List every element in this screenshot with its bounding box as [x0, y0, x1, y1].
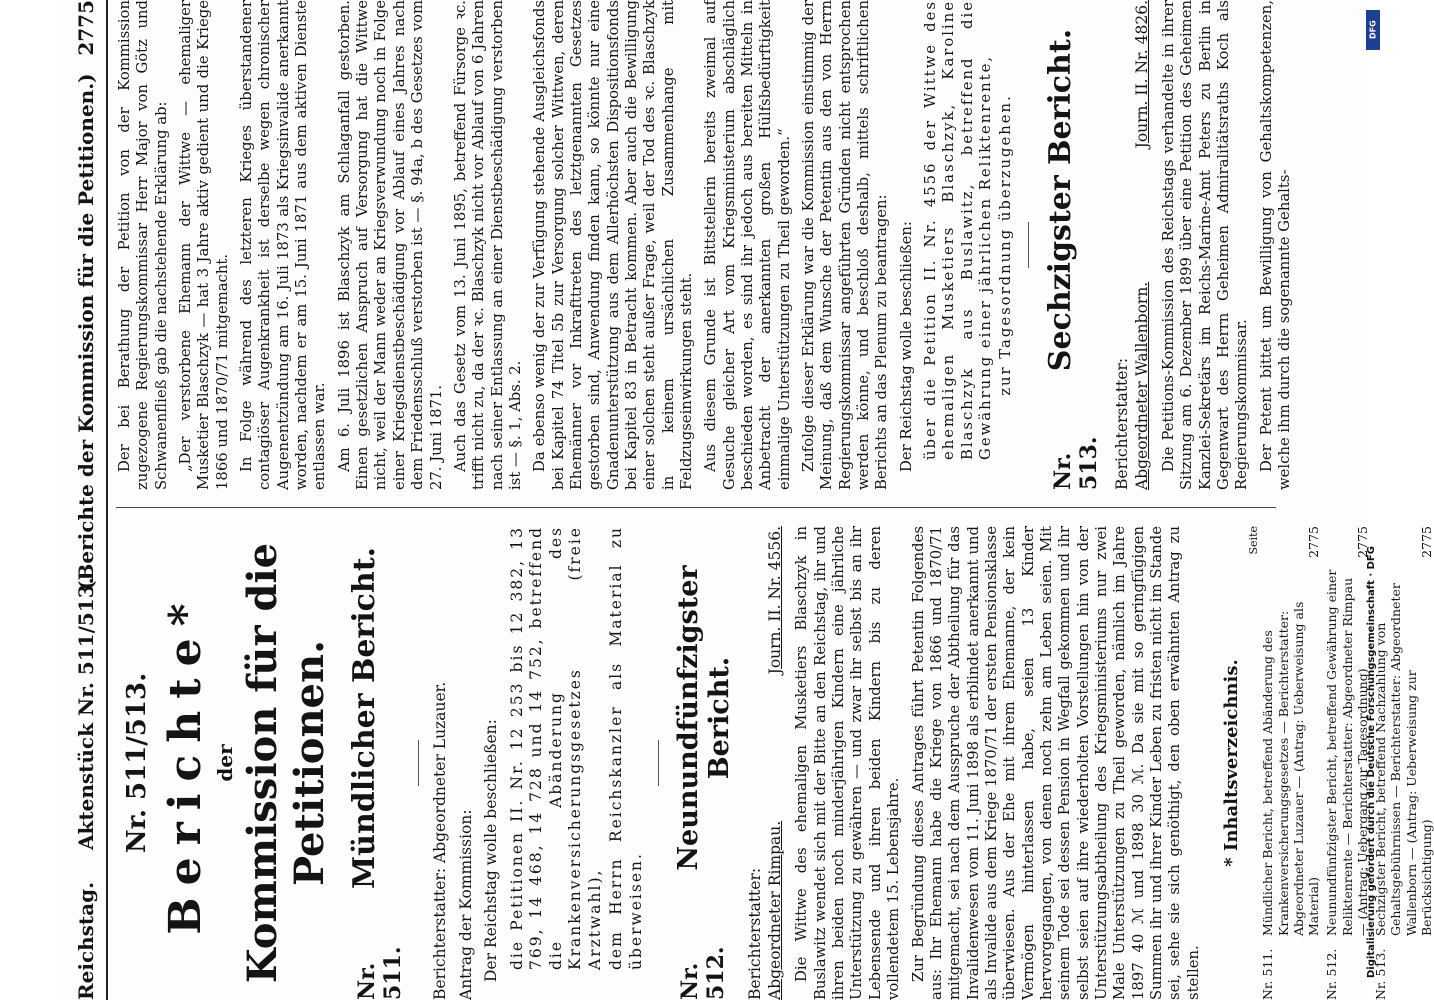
reporter-name-513: Abgeordneter Wallenborn.	[1132, 281, 1151, 490]
paragraph-512-1: Die Wittwe des ehemaligen Musketiers Blaschzyk in Buslawitz wendet sich mit der Bitte an den Reichstag, ihr und ihren beiden noch minderjährigen Kindern eine jährliche Unterstützung zu gewähren — und zwar ihr selbst bis an ihr Lebensende und ihren beiden Kindern bis zu deren vollendetem 15. Lebensjahre.	[793, 526, 903, 1000]
page-number: 2775	[74, 0, 98, 56]
toc-row	[1324, 526, 1370, 1000]
journal-513: Journ. II. Nr. 4826.	[1132, 0, 1151, 149]
body-511: die Petitionen II. Nr. 12 253 bis 12 382, 13 769, 14 468, 14 728 und 14 752, betreffend die Abänderung des Krankenversicherungsgesetzes (freie Arztwahl),	[507, 526, 604, 970]
tagesordnung: zur Tagesordnung überzugehen.	[997, 94, 1015, 396]
reporter-511: Berichterstatter: Abgeordneter Luzauer.	[431, 681, 449, 1000]
reporter-name-512: Abgeordneter Rimpau.	[766, 820, 785, 1000]
resolution-512: über die Petition II. Nr. 4556 der Wittwe des ehemaligen Musketiers Blaschzyk, Karoline Blaschzyk aus Buslawitz, betreffend die Gewährung einer jährlichen Reliktenrente,	[922, 0, 995, 460]
divider	[418, 740, 419, 786]
toc-heading: * Inhaltsverzeichnis.	[1221, 659, 1242, 867]
dfg-logo: DFG	[1366, 10, 1380, 50]
paragraph-r7: Aus diesem Grunde ist Bittstellerin bereits zweimal auf Gesuche gleicher Art vom Kriegsministerium abschläglich beschieden worden, es sind ihr jedoch aus bereiten Mitteln in Anbetracht der anerkannten großen Hülfsbedürftigkeit einmalige Unterstützungen zu Theil geworden.“	[702, 0, 793, 490]
toc-row	[1260, 526, 1321, 1000]
doc-title-der: der	[213, 744, 237, 782]
paragraph-512-2: Zur Begründung dieses Antrages führt Petentin Folgendes aus: Ihr Ehemann habe die Kriege von 1866 und 1870/71 mitgemacht, sei nach dem Ausspruche der Abtheilung für das Invalidenwesen vom 11. Juni 1898 als erblindet anerkannt und als Invalide aus dem Kriege 1870/71 der ersten Pensionsklasse überwiesen. Aus der Ehe mit ihrem Ehemanne, der kein Vermögen hinterlassen habe, seien 13 Kinder hervorgegangen, von denen noch zehn am Leben seien. Mit seinem Tode sei dessen Pension in Wegfall gekommen und ihr selbst seien auf ihre wiederholten Vorstellungen hin von der Unterstützungsabtheilung des Kriegsministeriums nur zwei Male Unterstützungen zu Theil geworden, nämlich im Jahre 1897 40 ℳ und 1898 30 ℳ. Da sie mit so geringfügigen Summen ihr und ihrer Kinder Leben zu fristen nicht im Stande sei, sehe sie sich genöthigt, den oben erwähnten Antrag zu stellen.	[909, 526, 1202, 1000]
doc-number: Nr. 511/513.	[122, 672, 152, 854]
paragraph-r1: Der bei Berathung der Petition von der Kommission zugezogene Regierungskommissar Herr Major von Götz und Schwanenfließ gab die nachstehende Erklärung ab:	[116, 0, 170, 490]
header-aktenstueck: Aktenstück Nr. 511/513.	[74, 577, 98, 850]
column-divider	[116, 507, 1276, 508]
header-berichte: (Berichte der Kommission für die Petitionen.)	[74, 73, 98, 590]
paragraph-r5: Auch das Gesetz vom 13. Juni 1895, betreffend Fürsorge ꝛc. trifft nicht zu, da der ꝛc. Blaschzyk nicht vor Ablauf von 6 Jahren nach seiner Entlassung an einer Dienstbeschädigung verstorben ist — §. 1, Abs. 2.	[451, 0, 524, 490]
right-column	[116, 0, 1344, 490]
reporter-label-512: Berichterstatter:	[746, 867, 765, 1000]
divider	[658, 740, 659, 786]
reporter-513	[1112, 0, 1152, 490]
doc-title-commission: Kommission für die Petitionen.	[239, 542, 333, 984]
section-511-title: Mündlicher Bericht.	[347, 546, 382, 890]
section-513-heading	[1043, 0, 1102, 490]
paragraph-r8: Zufolge dieser Erklärung war die Kommission einstimmig der Meinung, daß dem Wunsche der Petentin aus den von Herrn Regierungskommissar angeführten Gründen nicht entsprochen werden könne, und beschloß deshalb, mittels schriftlichen Berichts an das Plenum zu beantragen:	[800, 0, 891, 490]
toc-row-number: Nr. 512.	[1324, 948, 1340, 1000]
toc-row-page: 2775	[1306, 526, 1322, 558]
running-header	[62, 0, 108, 1000]
header-reichstag: Reichstag.	[74, 881, 98, 1000]
reporter-label-513: Berichterstatter:	[1112, 357, 1131, 490]
beschluss-511: Der Reichstag wolle beschließen:	[482, 719, 501, 982]
reporter-512	[745, 526, 785, 1000]
paragraph-r6: Da ebenso wenig der zur Verfügung stehende Ausgleichsfonds bei Kapitel 74 Titel 5b zur Versorgung solcher Wittwen, deren Ehemänner vor Inkrafttreten des letztgenannten Gesetzes gestorben sind, Anwendung finden kann, so könnte nur eine Gnadenunterstützung aus dem Allerhöchsten Dispositionsfonds bei Kapitel 83 in Betracht kommen. Aber auch die Bewilligung einer solchen steht außer Frage, weil der Tod des ꝛc. Blaschzyk in keinem ursächlichen Zusammenhange mit Feldzugseinwirkungen steht.	[531, 0, 695, 490]
body2-511: dem Herrn Reichskanzler als Material zu überweisen.	[607, 526, 645, 970]
section-512-number: Nr. 512.	[677, 946, 730, 1000]
paragraph-513-2: Der Petent bittet um Bewilligung von Gehaltskompetenzen, welche ihm durch die sogenannte Gehalts-	[1257, 0, 1294, 490]
journal-512: Journ. II. Nr. 4556.	[766, 526, 785, 675]
toc-row-page: 2775	[1418, 526, 1434, 558]
divider	[1028, 222, 1029, 268]
toc-row-text: Sechzigster Bericht, betreffend Nachzahlung von Gehaltsgebührnissen — Berichterstatter: Abgeordneter Wallenborn — (Antrag: Ueberweisung zur Berücksichtigung)	[1373, 583, 1434, 936]
paragraph-r4: Am 6. Juli 1896 ist Blaschzyk am Schlaganfall gestorben. Einen gesetzlichen Anspruch auf Versorgung hat die Wittwe nicht, weil der Mann weder an Kriegsverwundung noch in Folge einer Kriegsdienstbeschädigung vor Ablauf eines Jahres nach dem Friedensschluß verstorben ist — §. 94a, b des Gesetzes vom 27. Juni 1871.	[335, 0, 445, 490]
paragraph-r2: „Der verstorbene Ehemann der Wittwe — ehemaliger Musketier Blaschzyk — hat 3 Jahre aktiv gedient und die Kriege 1866 und 1870/71 mitgemacht.	[177, 0, 231, 490]
toc-row	[1373, 526, 1434, 1000]
section-513-number: Nr. 513.	[1049, 436, 1102, 490]
toc-seite: Seite	[1246, 526, 1260, 555]
toc-row-text: Neunundfünfzigster Bericht, betreffend Gewährung einer Reliktenrente — Berichterstatter: Abgeordneter Rimpau — (Antrag: Uebergang zur Tagesordnung)	[1324, 569, 1370, 936]
toc-row-number: Nr. 511.	[1260, 948, 1276, 1000]
paragraph-r3: In Folge während des letzteren Krieges überstandener contagiöser Augenkrankheit ist derselbe wegen chronischer Augenentzündung am 16. Juli 1873 als Kriegsinvalide anerkannt worden, nachdem er am 15. Juni 1871 aus dem aktiven Dienste entlassen war.	[238, 0, 329, 490]
beschluss-512: Der Reichstag wolle beschließen:	[897, 221, 915, 472]
section-512-title: Neunundfünfzigster Bericht.	[673, 565, 736, 871]
toc-row-page: 2775	[1354, 526, 1370, 558]
toc-row-text: Mündlicher Bericht, betreffend Abänderung des Krankenversicherungsgesetzes — Berichterstatter: Abgeordneter Luzauer — (Antrag: Ueberweisung als Material)	[1260, 601, 1322, 936]
section-513-title: Sechzigster Bericht.	[1042, 28, 1078, 372]
paragraph-513-1: Die Petitions-Kommission des Reichstags verhandelte in ihrer Sitzung am 6. Dezember 1899 über eine Petition des Geheimen Kanzlei-Sekretärs im Reichs-Marine-Amt Peters zu Berlin in Gegenwart des Herrn Geheimen Admiralitätsraths Koch als Regierungskommissar.	[1160, 0, 1251, 490]
antrag-511: Antrag der Kommission:	[456, 809, 475, 1000]
dfg-sidebar	[1366, 10, 1380, 990]
doc-title: Berichte*	[160, 591, 211, 935]
toc-row-number: Nr. 513.	[1373, 948, 1389, 1000]
digitization-note: Digitalisierung gefördert durch die Deutsche Forschungsgemeinschaft · DFG	[1366, 546, 1377, 978]
section-511-number: Nr. 511.	[354, 946, 406, 1000]
section-511-heading	[347, 526, 406, 1000]
table-of-contents	[1221, 526, 1434, 1000]
section-512-heading	[673, 526, 735, 1000]
